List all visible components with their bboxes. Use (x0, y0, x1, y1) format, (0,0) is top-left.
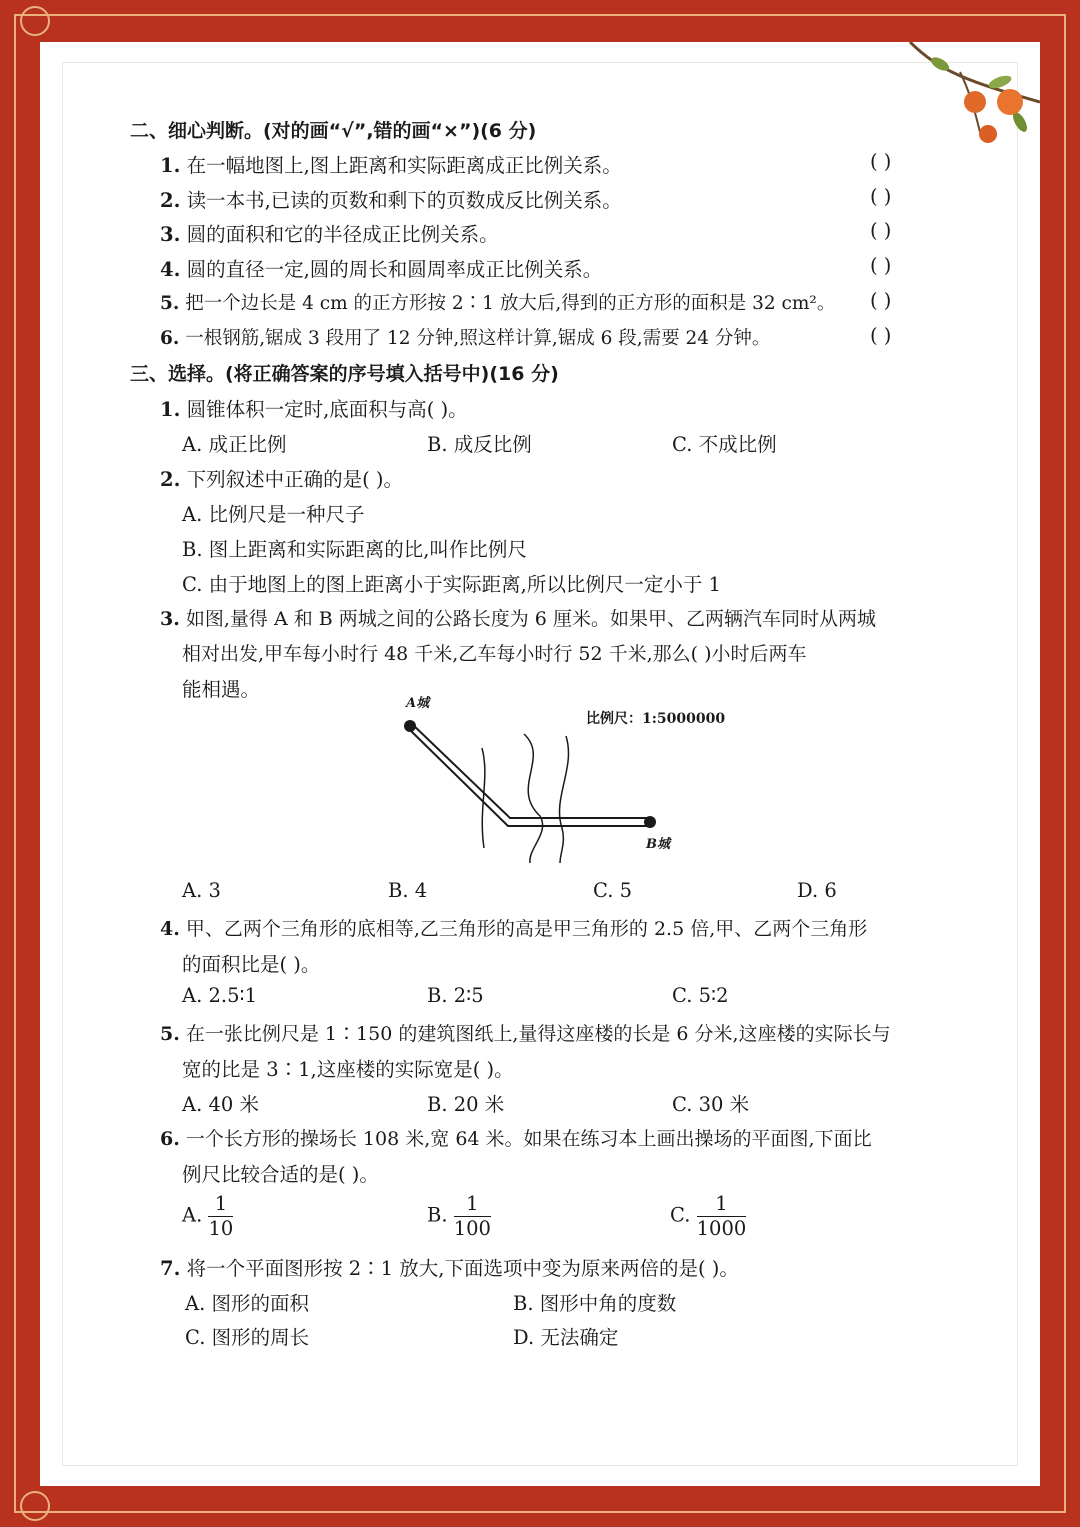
city-b-marker-icon (644, 816, 656, 828)
question-number: 1. (160, 398, 181, 421)
option-label: B. (427, 1203, 448, 1227)
option-a[interactable]: A. 成正比例 (182, 433, 287, 456)
option-c[interactable]: C. 5 (593, 879, 633, 902)
item-text: 把一个边长是 4 cm 的正方形按 2∶1 放大后,得到的正方形的面积是 32 cm²。 (185, 293, 836, 314)
option-d[interactable]: D. 无法确定 (513, 1326, 619, 1349)
option-a[interactable]: A. 40 米 (182, 1093, 259, 1116)
option-b[interactable]: B. 20 米 (427, 1093, 505, 1116)
choice-question-4 (160, 914, 867, 941)
question-text-line-3: 能相遇。 (182, 678, 261, 701)
item-number: 3. (160, 223, 181, 246)
persimmon-branch-icon (880, 42, 1040, 162)
fraction-denominator: 1000 (696, 1216, 747, 1240)
question-text-line-2: 相对出发,甲车每小时行 48 千米,乙车每小时行 52 千米,那么( )小时后两车 (182, 643, 807, 665)
option-b[interactable]: B. 图上距离和实际距离的比,叫作比例尺 (182, 538, 527, 561)
answer-paren[interactable]: ( ) (870, 150, 892, 173)
item-text: 一根钢筋,锯成 3 段用了 12 分钟,照这样计算,锯成 6 段,需要 24 分钟。 (185, 328, 771, 349)
fraction (454, 1194, 491, 1238)
item-number: 4. (160, 258, 181, 281)
question-number: 4. (160, 918, 180, 940)
corner-ornament-icon (20, 6, 50, 36)
option-b[interactable] (427, 1194, 491, 1238)
question-text: 下列叙述中正确的是( )。 (186, 468, 403, 491)
question-text: 甲、乙两个三角形的底相等,乙三角形的高是甲三角形的 2.5 倍,甲、乙两个三角形 (185, 918, 868, 940)
choice-question-5 (160, 1019, 891, 1046)
fraction (697, 1194, 747, 1238)
option-c[interactable]: C. 不成比例 (672, 433, 777, 456)
question-text: 如图,量得 A 和 B 两城之间的公路长度为 6 厘米。如果甲、乙两辆汽车同时从两城 (185, 608, 876, 630)
option-c[interactable]: C. 由于地图上的图上距离小于实际距离,所以比例尺一定小于 1 (182, 573, 721, 596)
fraction-denominator: 10 (208, 1216, 234, 1240)
item-number: 5. (160, 293, 180, 314)
item-text: 读一本书,已读的页数和剩下的页数成反比例关系。 (186, 189, 622, 212)
judge-item-3 (160, 219, 499, 247)
choice-question-6 (160, 1124, 872, 1151)
option-c[interactable]: C. 30 米 (672, 1093, 750, 1116)
item-text: 圆的面积和它的半径成正比例关系。 (186, 223, 499, 246)
question-text: 将一个平面图形按 2∶1 放大,下面选项中变为原来两倍的是( )。 (186, 1257, 739, 1280)
item-text: 圆的直径一定,圆的周长和圆周率成正比例关系。 (186, 258, 603, 281)
option-b[interactable]: B. 4 (388, 879, 428, 902)
item-text: 在一幅地图上,图上距离和实际距离成正比例关系。 (186, 154, 622, 177)
option-label: C. (670, 1203, 691, 1227)
question-number: 6. (160, 1128, 180, 1150)
section-3-title: 三、选择。(将正确答案的序号填入括号中)(16 分) (130, 363, 559, 385)
question-number: 7. (160, 1257, 181, 1280)
option-a[interactable] (182, 1194, 233, 1238)
choice-question-1 (160, 394, 468, 422)
answer-paren[interactable]: ( ) (870, 219, 892, 242)
option-b[interactable]: B. 成反比例 (427, 433, 532, 456)
option-a[interactable]: A. 比例尺是一种尺子 (182, 503, 365, 526)
question-number: 5. (160, 1023, 180, 1045)
judge-item-1 (160, 150, 622, 178)
question-number: 2. (160, 468, 181, 491)
judge-item-6 (160, 324, 770, 350)
question-text: 在一张比例尺是 1∶150 的建筑图纸上,量得这座楼的长是 6 分米,这座楼的实际长与 (185, 1023, 891, 1045)
question-text-line-2: 宽的比是 3∶1,这座楼的实际宽是( )。 (182, 1058, 514, 1081)
city-b-label: B城 (646, 837, 670, 852)
option-label: A. (182, 1203, 203, 1227)
option-a[interactable]: A. 3 (182, 879, 221, 902)
option-c[interactable]: C. 图形的周长 (185, 1326, 310, 1349)
item-number: 1. (160, 154, 181, 177)
judge-item-5 (160, 289, 835, 315)
option-c[interactable]: C. 5∶2 (672, 984, 729, 1007)
fraction-numerator: 1 (697, 1194, 747, 1217)
judge-item-2 (160, 185, 622, 213)
city-a-marker-icon (404, 720, 416, 732)
answer-paren[interactable]: ( ) (870, 289, 892, 312)
city-road-map (400, 698, 760, 868)
question-number: 3. (160, 608, 180, 630)
item-number: 6. (160, 328, 180, 349)
option-c[interactable] (670, 1194, 746, 1238)
question-text-line-2: 的面积比是( )。 (182, 953, 321, 976)
item-number: 2. (160, 189, 181, 212)
section-2-title: 二、细心判断。(对的画“√”,错的画“×”)(6 分) (130, 120, 537, 142)
question-text: 圆锥体积一定时,底面积与高( )。 (186, 398, 468, 421)
fraction (208, 1194, 233, 1238)
option-b[interactable]: B. 2∶5 (427, 984, 484, 1007)
option-b[interactable]: B. 图形中角的度数 (513, 1292, 677, 1315)
map-scale-label: 比例尺：1:5000000 (586, 711, 726, 727)
fraction-denominator: 100 (453, 1216, 491, 1240)
city-a-label: A城 (406, 696, 430, 711)
answer-paren[interactable]: ( ) (870, 185, 892, 208)
judge-item-4 (160, 254, 602, 282)
choice-question-3 (160, 604, 876, 631)
option-a[interactable]: A. 图形的面积 (185, 1292, 309, 1315)
fraction-numerator: 1 (454, 1194, 491, 1217)
corner-ornament-icon (20, 1491, 50, 1521)
answer-paren[interactable]: ( ) (870, 324, 892, 347)
option-a[interactable]: A. 2.5∶1 (182, 984, 257, 1007)
answer-paren[interactable]: ( ) (870, 254, 892, 277)
question-text: 一个长方形的操场长 108 米,宽 64 米。如果在练习本上画出操场的平面图,下面比 (185, 1128, 872, 1150)
question-text-line-2: 例尺比较合适的是( )。 (182, 1163, 379, 1186)
option-d[interactable]: D. 6 (797, 879, 837, 902)
fraction-numerator: 1 (208, 1194, 233, 1217)
choice-question-7 (160, 1253, 739, 1281)
choice-question-2 (160, 464, 403, 492)
